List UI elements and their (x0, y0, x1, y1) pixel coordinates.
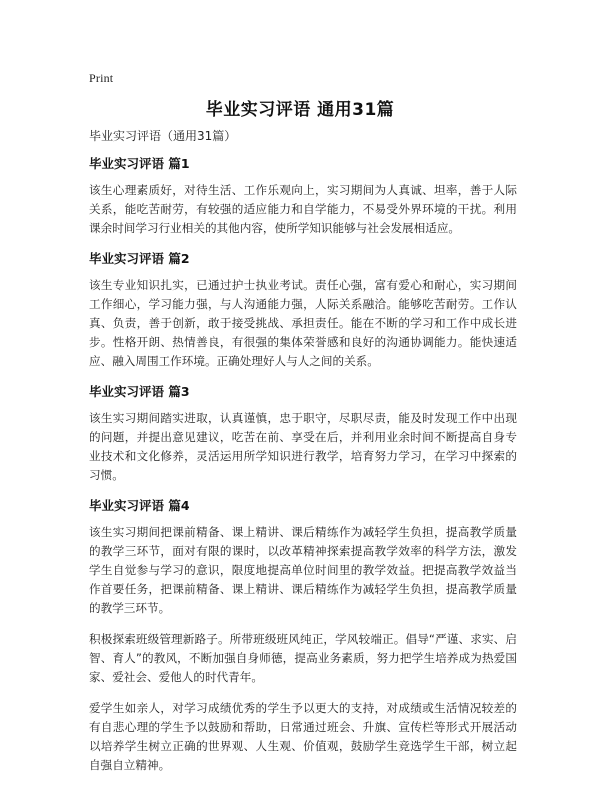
paragraph: 该生实习期间把课前精备、课上精讲、课后精练作为减轻学生负担，提高教学质量的教学三环节，面对有限的课时，以改革精神探索提高教学效率的科学方法，激发学生自觉参与学习的意识，限度地提高单位时间里的教学效益。把提高教学效益当作首要任务，把课前精备、课上精讲、课后精练作为减轻学生负担，提高教学质量的教学三环节。 (89, 525, 517, 615)
paragraph: 该生心理素质好，对待生活、工作乐观向上，实习期间为人真诚、坦率，善于人际关系，能吃苦耐劳，有较强的适应能力和自学能力，不易受外界环境的干扰。利用课余时间学习行业相关的其他内容，使所学知识能够与社会发展相适应。 (89, 183, 517, 235)
paragraph: 该生专业知识扎实，已通过护士执业考试。责任心强，富有爱心和耐心，实习期间工作细心，学习能力强，与人沟通能力强，人际关系融洽。能够吃苦耐劳。工作认真、负责，善于创新，敢于接受挑战、承担责任。能在不断的学习和工作中成长进步。性格开朗、热情善良，有很强的集体荣誉感和良好的沟通协调能力。能快速适应、融入周围工作环境。正确处理好人与人之间的关系。 (89, 278, 517, 368)
section-1 (89, 155, 517, 238)
section-3 (89, 383, 517, 485)
document-subtitle: 毕业实习评语（通用31篇） (89, 129, 237, 143)
print-label: Print (89, 71, 114, 85)
section-heading: 毕业实习评语 篇4 (89, 498, 190, 513)
document-body (89, 127, 517, 787)
section-heading: 毕业实习评语 篇2 (89, 251, 190, 266)
section-4 (89, 497, 517, 775)
section-2 (89, 250, 517, 371)
paragraph: 爱学生如亲人，对学习成绩优秀的学生予以更大的支持，对成绩或生活情况较差的有自悲心理的学生予以鼓励和帮助，日常通过班会、升旗、宣传栏等形式开展活动以培养学生树立正确的世界观、人生观、价值观，鼓励学生竞选学生干部，树立起自强自立精神。 (89, 701, 517, 772)
section-heading: 毕业实习评语 篇1 (89, 156, 190, 171)
section-heading: 毕业实习评语 篇3 (89, 384, 190, 399)
paragraph: 积极探索班级管理新路子。所带班级班风纯正，学风较端正。倡导“严谨、求实、启智、育人”的教风，不断加强自身师德，提高业务素质，努力把学生培养成为热爱国家、爱社会、爱他人的时代青年。 (89, 632, 517, 684)
page-title: 毕业实习评语 通用31篇 (205, 100, 395, 120)
paragraph: 该生实习期间踏实进取，认真谨慎，忠于职守，尽职尽责，能及时发现工作中出现的问题，并提出意见建议，吃苦在前、享受在后，并利用业余时间不断提高自身专业技术和文化修养，灵活运用所学知识进行教学，培育努力学习，在学习中探索的习惯。 (89, 411, 517, 482)
